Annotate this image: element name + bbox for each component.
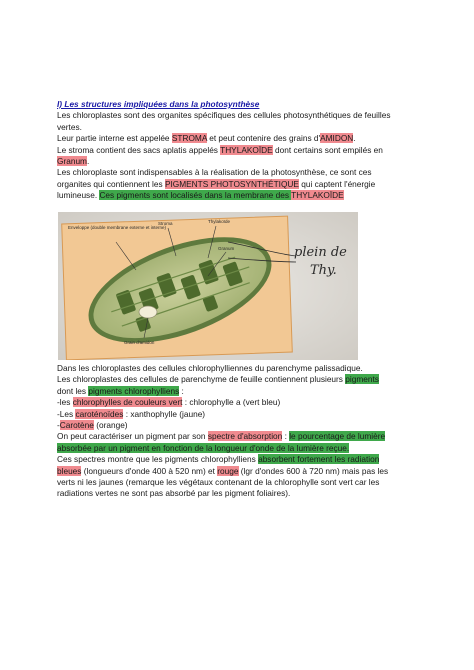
chloroplast-photo xyxy=(58,212,358,360)
label-stroma: Stroma xyxy=(158,221,173,226)
paragraph-line xyxy=(57,466,427,477)
text-span: (longueurs d'onde 400 à 520 nm) et xyxy=(81,465,218,476)
paragraph-line xyxy=(57,386,427,397)
paragraph-line xyxy=(57,454,427,465)
text-span: On peut caractériser un pigment par son xyxy=(57,431,208,442)
text-span: lumineuse. xyxy=(57,190,100,201)
paragraph-line xyxy=(57,477,427,488)
paragraph-line xyxy=(57,431,427,442)
text-span: : chlorophylle a (vert bleu) xyxy=(182,397,281,408)
highlight-pigments-2: pigments xyxy=(345,374,379,385)
paragraph-line xyxy=(57,409,427,420)
text-span: . xyxy=(353,133,356,144)
highlight-amidon: AMIDON xyxy=(320,133,354,144)
paragraph-line xyxy=(57,145,427,156)
paragraph-line xyxy=(57,179,427,190)
label-amidon: Grain d'amidon xyxy=(124,340,155,345)
paragraph-line xyxy=(57,133,427,144)
paragraph-line xyxy=(57,156,427,167)
highlight-rouge: rouge xyxy=(217,465,239,476)
highlight-definition-2: absorbée par un pigment en fonction de la longueur d'onde de la lumière reçue. xyxy=(57,442,350,453)
section-title: I) Les structures impliquées dans la photosynthèse xyxy=(57,99,260,109)
paragraph-line xyxy=(57,190,427,201)
text-span: -Les xyxy=(57,408,76,419)
highlight-chlorophylliens: pigments chlorophylliens xyxy=(88,385,180,396)
highlight-carotene: Carotène xyxy=(59,420,94,431)
highlight-granum: Granum xyxy=(57,156,87,167)
text-span: Dans les chloroplastes des cellules chlorophylliennes du parenchyme palissadique. xyxy=(57,363,363,373)
paragraph-line xyxy=(57,488,427,499)
highlight-pigments: PIGMENTS PHOTOSYNTHÉTIQUE xyxy=(164,178,299,189)
paragraph-line xyxy=(57,374,427,385)
highlight-carotenoides: caroténoïdes xyxy=(75,408,124,419)
handwriting-note-1: plein de xyxy=(294,245,347,260)
label-granum: Granum xyxy=(218,246,235,251)
label-envelope: Enveloppe (double membrane externe et interne) xyxy=(68,225,167,230)
text-span: Les chloroplaste sont indispensables à la réalisation de la photosynthèse, ce sont ces xyxy=(57,167,372,178)
highlight-chlorophylles: chlorophylles de couleurs vert xyxy=(72,397,183,408)
text-span: verts ni les jaunes (remarque les végétaux contenant de la chlorophylle sont vert car les xyxy=(57,477,380,488)
text-span: Les chloroplastes des cellules de parenchyme de feuille contiennent plusieurs xyxy=(57,374,346,385)
text-span: dont certains sont empilés en xyxy=(272,144,383,155)
paragraph-line xyxy=(57,167,427,178)
text-span: (orange) xyxy=(93,420,128,431)
paragraph-line xyxy=(57,397,427,408)
chloroplast-diagram xyxy=(58,212,358,360)
section-one xyxy=(57,99,427,202)
highlight-thylakoide: THYLAKOÏDE xyxy=(220,144,273,155)
starch-grain xyxy=(139,306,157,318)
text-span: : xanthophylle (jaune) xyxy=(123,408,206,419)
highlight-absorbent: absorbent fortement les radiation xyxy=(258,454,380,465)
highlight-spectre: spectre d'absorption xyxy=(207,431,283,442)
text-span: : xyxy=(179,385,184,396)
text-span: qui captent l'énergie xyxy=(298,178,376,189)
section-two xyxy=(57,363,427,500)
text-span: et peut contenire des grains d' xyxy=(206,133,321,144)
highlight-stroma: STROMA xyxy=(171,133,207,144)
text-span: Les chloroplastes sont des organites spécifiques des cellules photosynthétiques de feuilles xyxy=(57,110,391,121)
text-span: . xyxy=(86,156,90,167)
label-thylakoide: Thylakoïde xyxy=(208,219,231,224)
paragraph-line xyxy=(57,363,427,374)
text-span: - xyxy=(57,420,60,431)
paragraph-line xyxy=(57,420,427,431)
text-span: radiations vertes ne sont pas absorbé par les pigment foliaires). xyxy=(57,488,291,499)
text-span: vertes. xyxy=(57,121,82,132)
text-span: (lgr d'ondes 600 à 720 nm) mais pas les xyxy=(238,465,389,476)
highlight-localisation: Ces pigments sont localisés dans la membrane des xyxy=(99,190,292,201)
highlight-thylakoide-2: THYLAKOÏDE xyxy=(291,190,344,201)
highlight-definition: le pourcentage de lumière xyxy=(289,431,386,442)
text-span: organites qui contiennent les xyxy=(57,178,165,189)
highlight-bleues: bleues xyxy=(57,465,82,476)
paragraph-line xyxy=(57,110,427,121)
handwriting-note-2: Thy. xyxy=(310,263,337,278)
text-span: : xyxy=(282,431,290,442)
text-span: Leur partie interne est appelée xyxy=(57,133,172,144)
paragraph-line xyxy=(57,443,427,454)
text-span: -les xyxy=(57,397,73,408)
text-span: dont les xyxy=(57,385,89,396)
text-span: Ces spectres montre que les pigments chlorophylliens xyxy=(57,454,259,465)
paragraph-line xyxy=(57,122,427,133)
text-span: Le stroma contient des sacs aplatis appelés xyxy=(57,144,221,155)
